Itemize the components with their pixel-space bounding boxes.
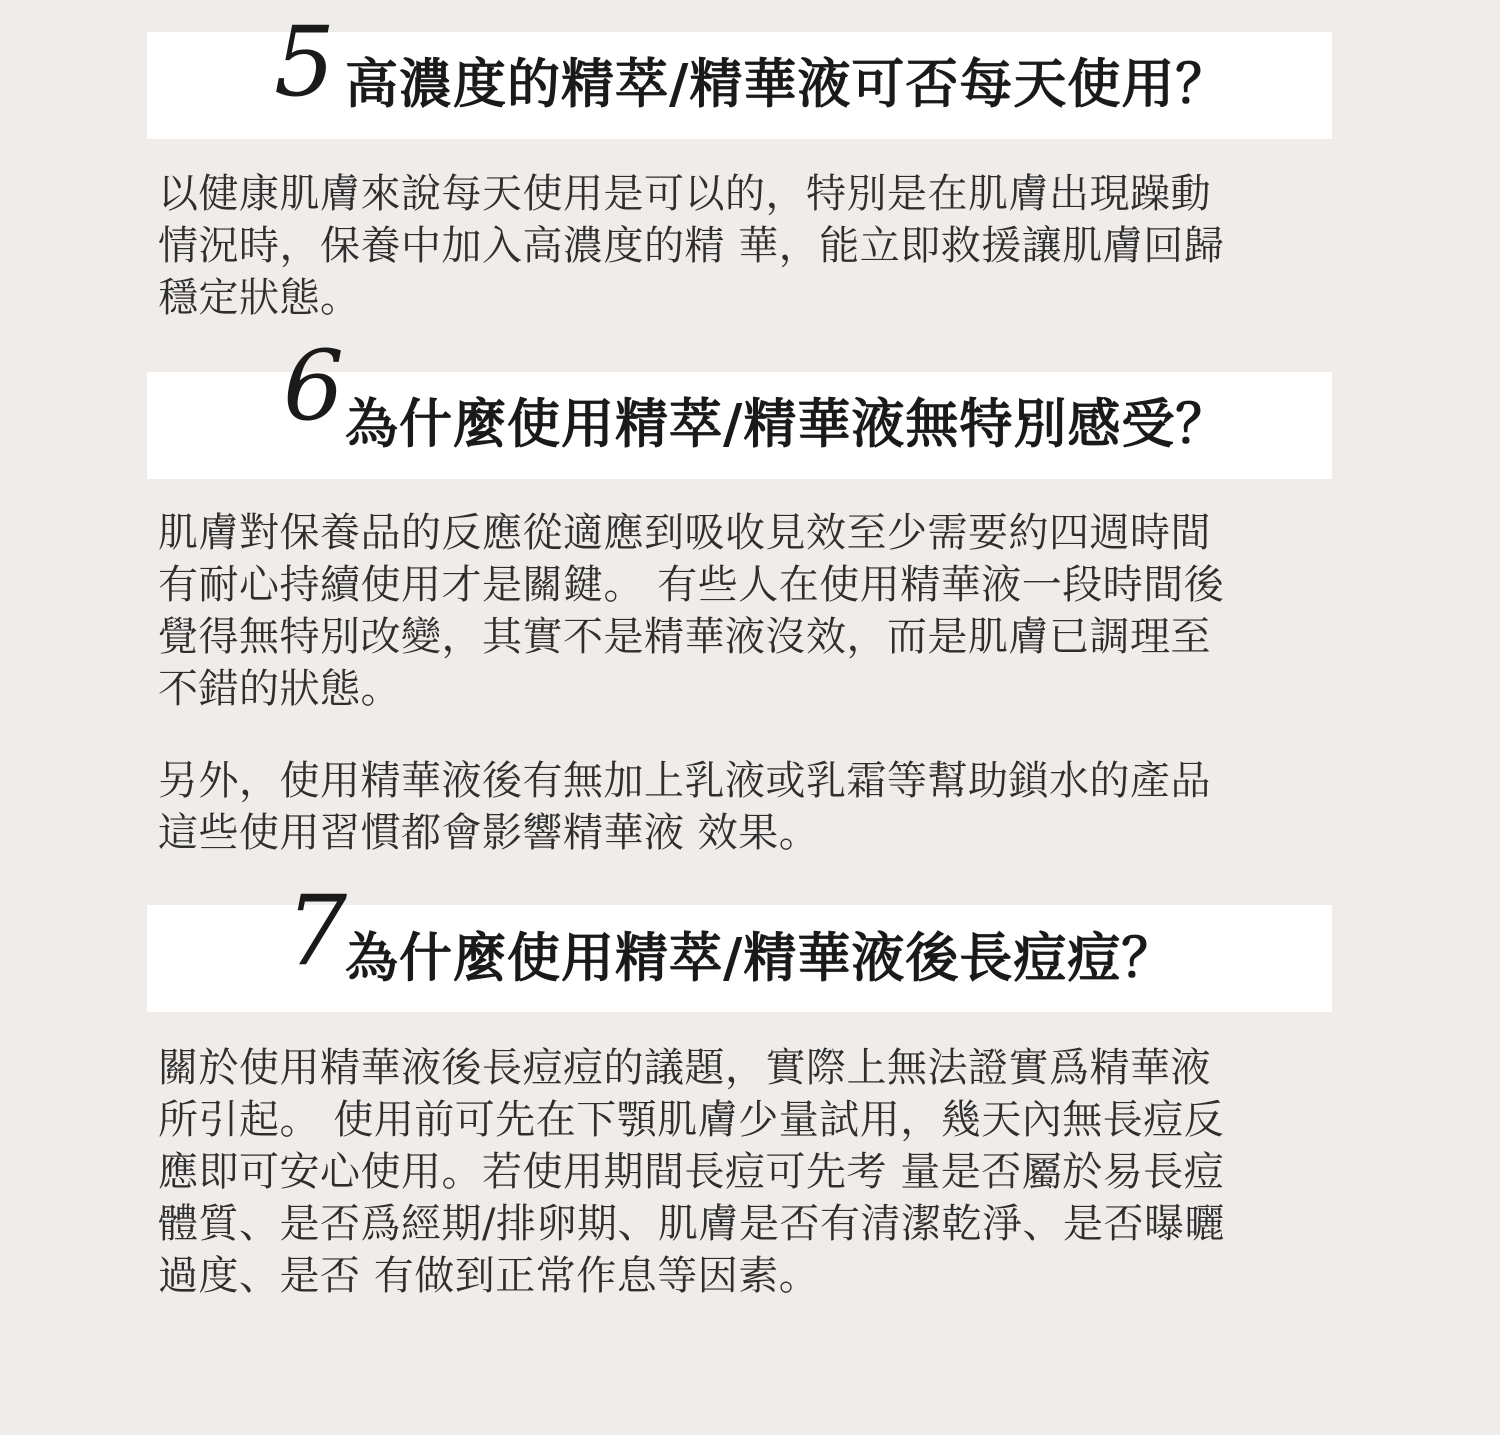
- faq-7-title: 為什麼使用精萃/精華液後長痘痘？: [345, 927, 1176, 989]
- faq-5-number: 5: [274, 6, 336, 118]
- faq-7-answer: 關於使用精華液後長痘痘的議題，實際上無法證實爲精華液 所引起。 使用前可先在下顎肌膚少量試用，幾天內無長痘反 應即可安心使用。若使用期間長痘可先考 量是否屬於易長痘 體質、是否爲經期/排卵期、肌膚是否有清潔乾淨、是否曝曬 過度、是否 有做到正常作息等因素。: [158, 1045, 1225, 1299]
- faq-5-title: 高濃度的精萃/精華液可否每天使用？: [345, 53, 1230, 115]
- faq-6-number: 6: [283, 330, 345, 442]
- faq-6-answer-part-1: 肌膚對保養品的反應從適應到吸收見效至少需要約四週時間 有耐心持續使用才是關鍵。 有些人在使用精華液一段時間後 覺得無特別改變，其實不是精華液沒效，而是肌膚已調理至 不錯的狀態。: [158, 510, 1225, 712]
- faq-6-answer-part-2: 另外，使用精華液後有無加上乳液或乳霜等幫助鎖水的產品 這些使用習慣都會影響精華液 效果。: [158, 758, 1211, 856]
- faq-7-number: 7: [286, 875, 348, 987]
- faq-6-title: 為什麼使用精萃/精華液無特別感受？: [345, 393, 1230, 455]
- faq-5-answer: 以健康肌膚來說每天使用是可以的，特別是在肌膚出現躁動 情況時，保養中加入高濃度的精 華，能立即救援讓肌膚回歸 穩定狀態。: [158, 171, 1225, 321]
